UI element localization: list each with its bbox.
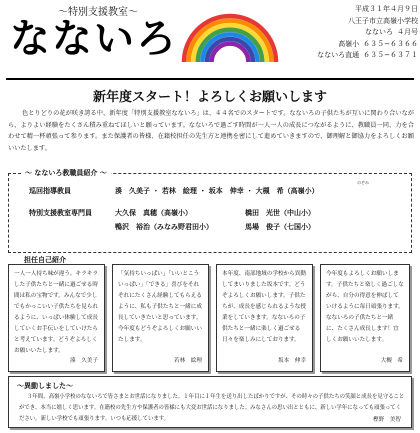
greeting-text: 「気持ちいっぱい」「いいとこういっぱい」「できる」喜びをそれぞれにたくさん経験してもらえるように、私も子供たちと一緒に成長していきたいと思っています。今年度もどうぞよろしくお願いいたします。 (118, 271, 202, 343)
assistant-name: 鴨沢 裕治（みなみ野君田小） (115, 223, 213, 231)
headline: 新年度スタート！よろしくお願いします (92, 90, 327, 105)
header-divider (6, 78, 414, 80)
patrol-label: 巡回指導教員 (29, 187, 71, 195)
newsletter-title: なないろ (10, 16, 178, 62)
contact-label: 高嶺小 (338, 39, 360, 48)
issue-name: なないろ (365, 28, 393, 36)
assistant-name: 橋田 光世（中山小） (245, 209, 315, 217)
contact-number: ６３５−６３７１ (363, 51, 418, 59)
name-furigana: のぞみ (357, 180, 369, 185)
contact-school (300, 39, 418, 51)
assistant-label: 特別支援教室専門員 (29, 209, 92, 217)
greeting-card (8, 264, 105, 372)
greeting-card (112, 264, 209, 372)
greeting-text: 一人一人持ち味が違う。キラキラした子供たちと一緒に過ごせる時間は私の宝物です。みんなで少しでもかっこいい子供たちを見られるように、いっぱい体験して成長していくお手伝いをしていけたらと考えています。どうぞよろしくお願いいたします。 (14, 271, 98, 354)
contact-direct (300, 50, 418, 62)
contact-number: ６３５−６３６６ (363, 39, 418, 48)
greeting-signature: 若林 絵理 (174, 358, 202, 364)
contact-label: なないろ直通 (317, 51, 360, 59)
staff-heading: 〜 なないろ教職員紹介 〜 (21, 168, 111, 178)
assistant-name: 大久保 真穂（高嶺小） (115, 209, 192, 217)
intro-paragraph: 色とりどりの花が咲き誇る中、新年度「特別支援教室なないろ」は、４４名でのスタートです。なないろの子供たちが互いに関わり合いながら、よりよい経験をたくさん積み重ねてほしいと願っています。なないろで過ごす時間が一人一人の成長につながるように、教職員一同、力を合わせて精一杯頑張って参ります。また保護者の皆様、在籍校担任の先生方と連携を密にして進めていきますので、御理解と御協力をよろしくお願いいたします。 (8, 110, 414, 152)
patrol-names: 湊 久美子 ・ 若林 絵理 ・ 坂本 伸幸 ・ 大槻 希（高嶺小） (115, 187, 319, 195)
header-info (300, 4, 418, 62)
rainbow-band (212, 44, 249, 62)
farewell-heading: 〜異動しました〜 (17, 382, 73, 390)
farewell-text: ３年間、高嶺小学校のなないろで皆さまとお世話になりました。１年目に１年生を送り出したばかりですが、その時々の子供たちの笑顔と成長を見守ることができ、本当に嬉しく思います。在籍校の先生方や保護者の皆様にも大変お世話になりました。みなさんの思い出とともに、新しい学年になっても頑張ってください。新しい学校でも頑張ります。いつも応援しています。 (19, 394, 405, 422)
greetings-section (8, 264, 412, 372)
issue-number: ４月号 (397, 28, 418, 36)
staff-section (8, 169, 412, 253)
greeting-signature: 湊 久美子 (70, 358, 98, 364)
farewell-section (8, 376, 412, 428)
greeting-text: 今年度もよろしくお願いします。子供たちと楽しく過ごしながら、自分の得意を伸ばしていけるように毎日頑張ります。なないろの子供たちと一緒に、たくさん成長します！宜しくお願いいたします。 (326, 271, 404, 343)
greeting-signature: 坂本 伸幸 (278, 358, 306, 364)
issue-line (300, 27, 418, 39)
greeting-text: 本年度、南部地域の学校から異動してまいりました坂本です。どうぞよろしくお願いします。子供たちが、成長を感じられるような授業をしていきます。なないろの子供たちと一緒に楽しく過ごせる日々を楽しみにしております。 (222, 271, 306, 343)
greetings-heading: 担任自己紹介 (24, 256, 66, 264)
greeting-card (216, 264, 313, 372)
newsletter-subtitle: 〜特別支援教室〜 (58, 7, 138, 18)
assistant-name: 馬場 俊子（七国小） (245, 223, 315, 231)
farewell-signature: 樫野 美智 (373, 417, 401, 423)
issue-date: 平成３１年４月９日 (355, 5, 418, 13)
school-name: 八王子市立高嶺小学校 (348, 16, 418, 25)
rainbow-icon (180, 6, 280, 66)
greeting-signature: 大槻 希 (380, 358, 403, 364)
greeting-card (320, 264, 410, 372)
